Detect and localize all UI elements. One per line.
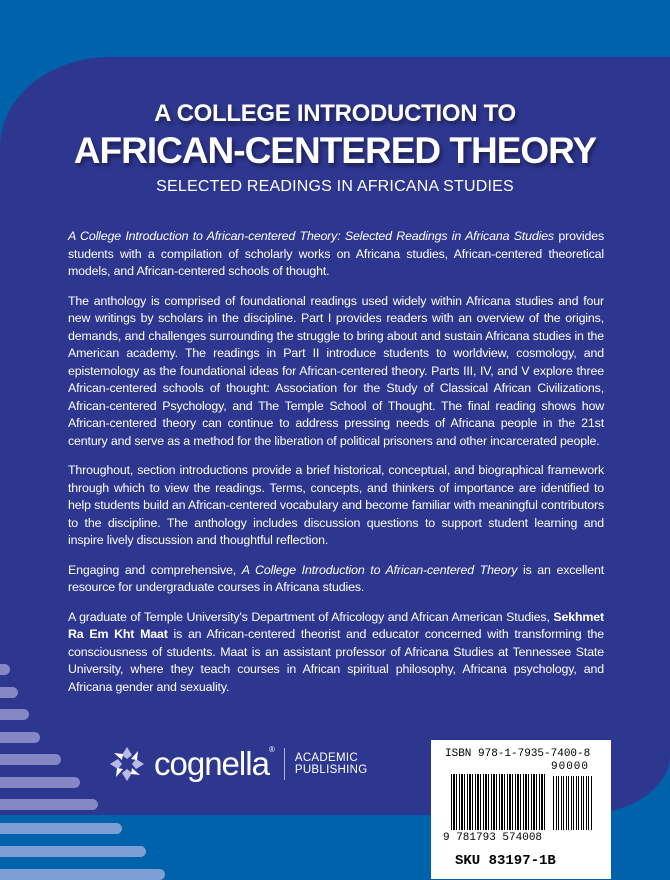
text: PUBLISHING <box>294 764 368 776</box>
text: A graduate of Temple University's Department of Africology and African American Studies, <box>68 609 554 624</box>
publisher-name <box>154 745 274 783</box>
isbn: ISBN 978-1-7935-7400-8 <box>445 748 591 760</box>
sku: SKU 83197-1B <box>455 853 556 869</box>
title-line-1: A COLLEGE INTRODUCTION TO <box>154 100 516 127</box>
author-name: Sekhmet Ra Em Kht Maat <box>68 609 604 641</box>
paragraph-4 <box>68 562 604 597</box>
paragraph-1 <box>68 228 604 281</box>
text: is an African-centered theorist and educator concerned with transforming the consciousness of students. Maat is an assistant professor of Africana Studies at Tennessee State University, where they teach courses in African spiritual philosophy, Africana psychology, and Africana gender and sexuality. <box>68 627 604 694</box>
description <box>68 228 604 708</box>
paragraph-3: Throughout, section introductions provide a brief historical, conceptual, and biographical framework through which to view the readings. Terms, concepts, and thinkers of importance are identified to help students build an African-centered vocabulary and become familiar with meaningful contributors to the discipline. The anthology includes discussion questions to support student learning and inspire lively discussion and thoughtful reflection. <box>68 463 604 547</box>
barcode <box>451 774 547 830</box>
barcode-number: 9 781793 574008 <box>443 832 543 844</box>
subtitle: SELECTED READINGS IN AFRICANA STUDIES <box>156 178 514 195</box>
text: is an excellent resource for undergraduate courses in Africana studies. <box>68 562 604 594</box>
divider <box>284 748 285 780</box>
publisher-logo <box>108 745 368 783</box>
book-title-italic: A College Introduction to African-centered Theory <box>241 562 518 577</box>
bar <box>0 732 40 743</box>
bar <box>0 846 146 857</box>
bar <box>0 777 80 788</box>
bar <box>0 869 165 880</box>
bar <box>0 799 98 810</box>
bar <box>0 687 18 698</box>
title-line-2: AFRICAN-CENTERED THEORY <box>73 130 597 171</box>
text: provides students with a compilation of scholarly works on Africana studies, African-centered theoretical models, and African-centered schools of thought. <box>68 229 604 278</box>
bar <box>0 823 122 834</box>
barcode-box <box>431 740 611 879</box>
text: Engaging and comprehensive, <box>68 562 242 577</box>
author-bio <box>68 609 604 697</box>
paragraph-2: The anthology is comprised of foundational readings used widely within Africana studies and four new writings by scholars in the discipline. Part I provides readers with an overview of the origins, demands, and challenges surrounding the struggle to bring about and sustain Africana studies in the American academy. The readings in Part II introduce students to worldview, cosmology, and epistemology as the foundational ideas for African-centered theory. Parts III, IV, and V explore three African-centered schools of thought: Association for the Study of Classical African Civilizations, African-centered Psychology, and The Temple School of Thought. The final reading shows how African-centered theory can continue to address pressing needs of Africana people in the 21st century and serve as a method for the liberation of political prisoners and other incarcerated people. <box>68 293 604 448</box>
text: cognella <box>154 745 269 782</box>
text: ACADEMIC <box>294 752 358 764</box>
registered-mark: ® <box>268 745 274 754</box>
addon-barcode <box>553 776 593 830</box>
cognella-flower-icon <box>108 745 146 783</box>
bar <box>0 709 29 720</box>
book-title-italic: A College Introduction to African-centered Theory: Selected Readings in Africana Studies <box>68 229 554 243</box>
price-code: 90000 <box>551 761 590 773</box>
bar <box>0 754 61 765</box>
publisher-tagline <box>295 752 368 776</box>
